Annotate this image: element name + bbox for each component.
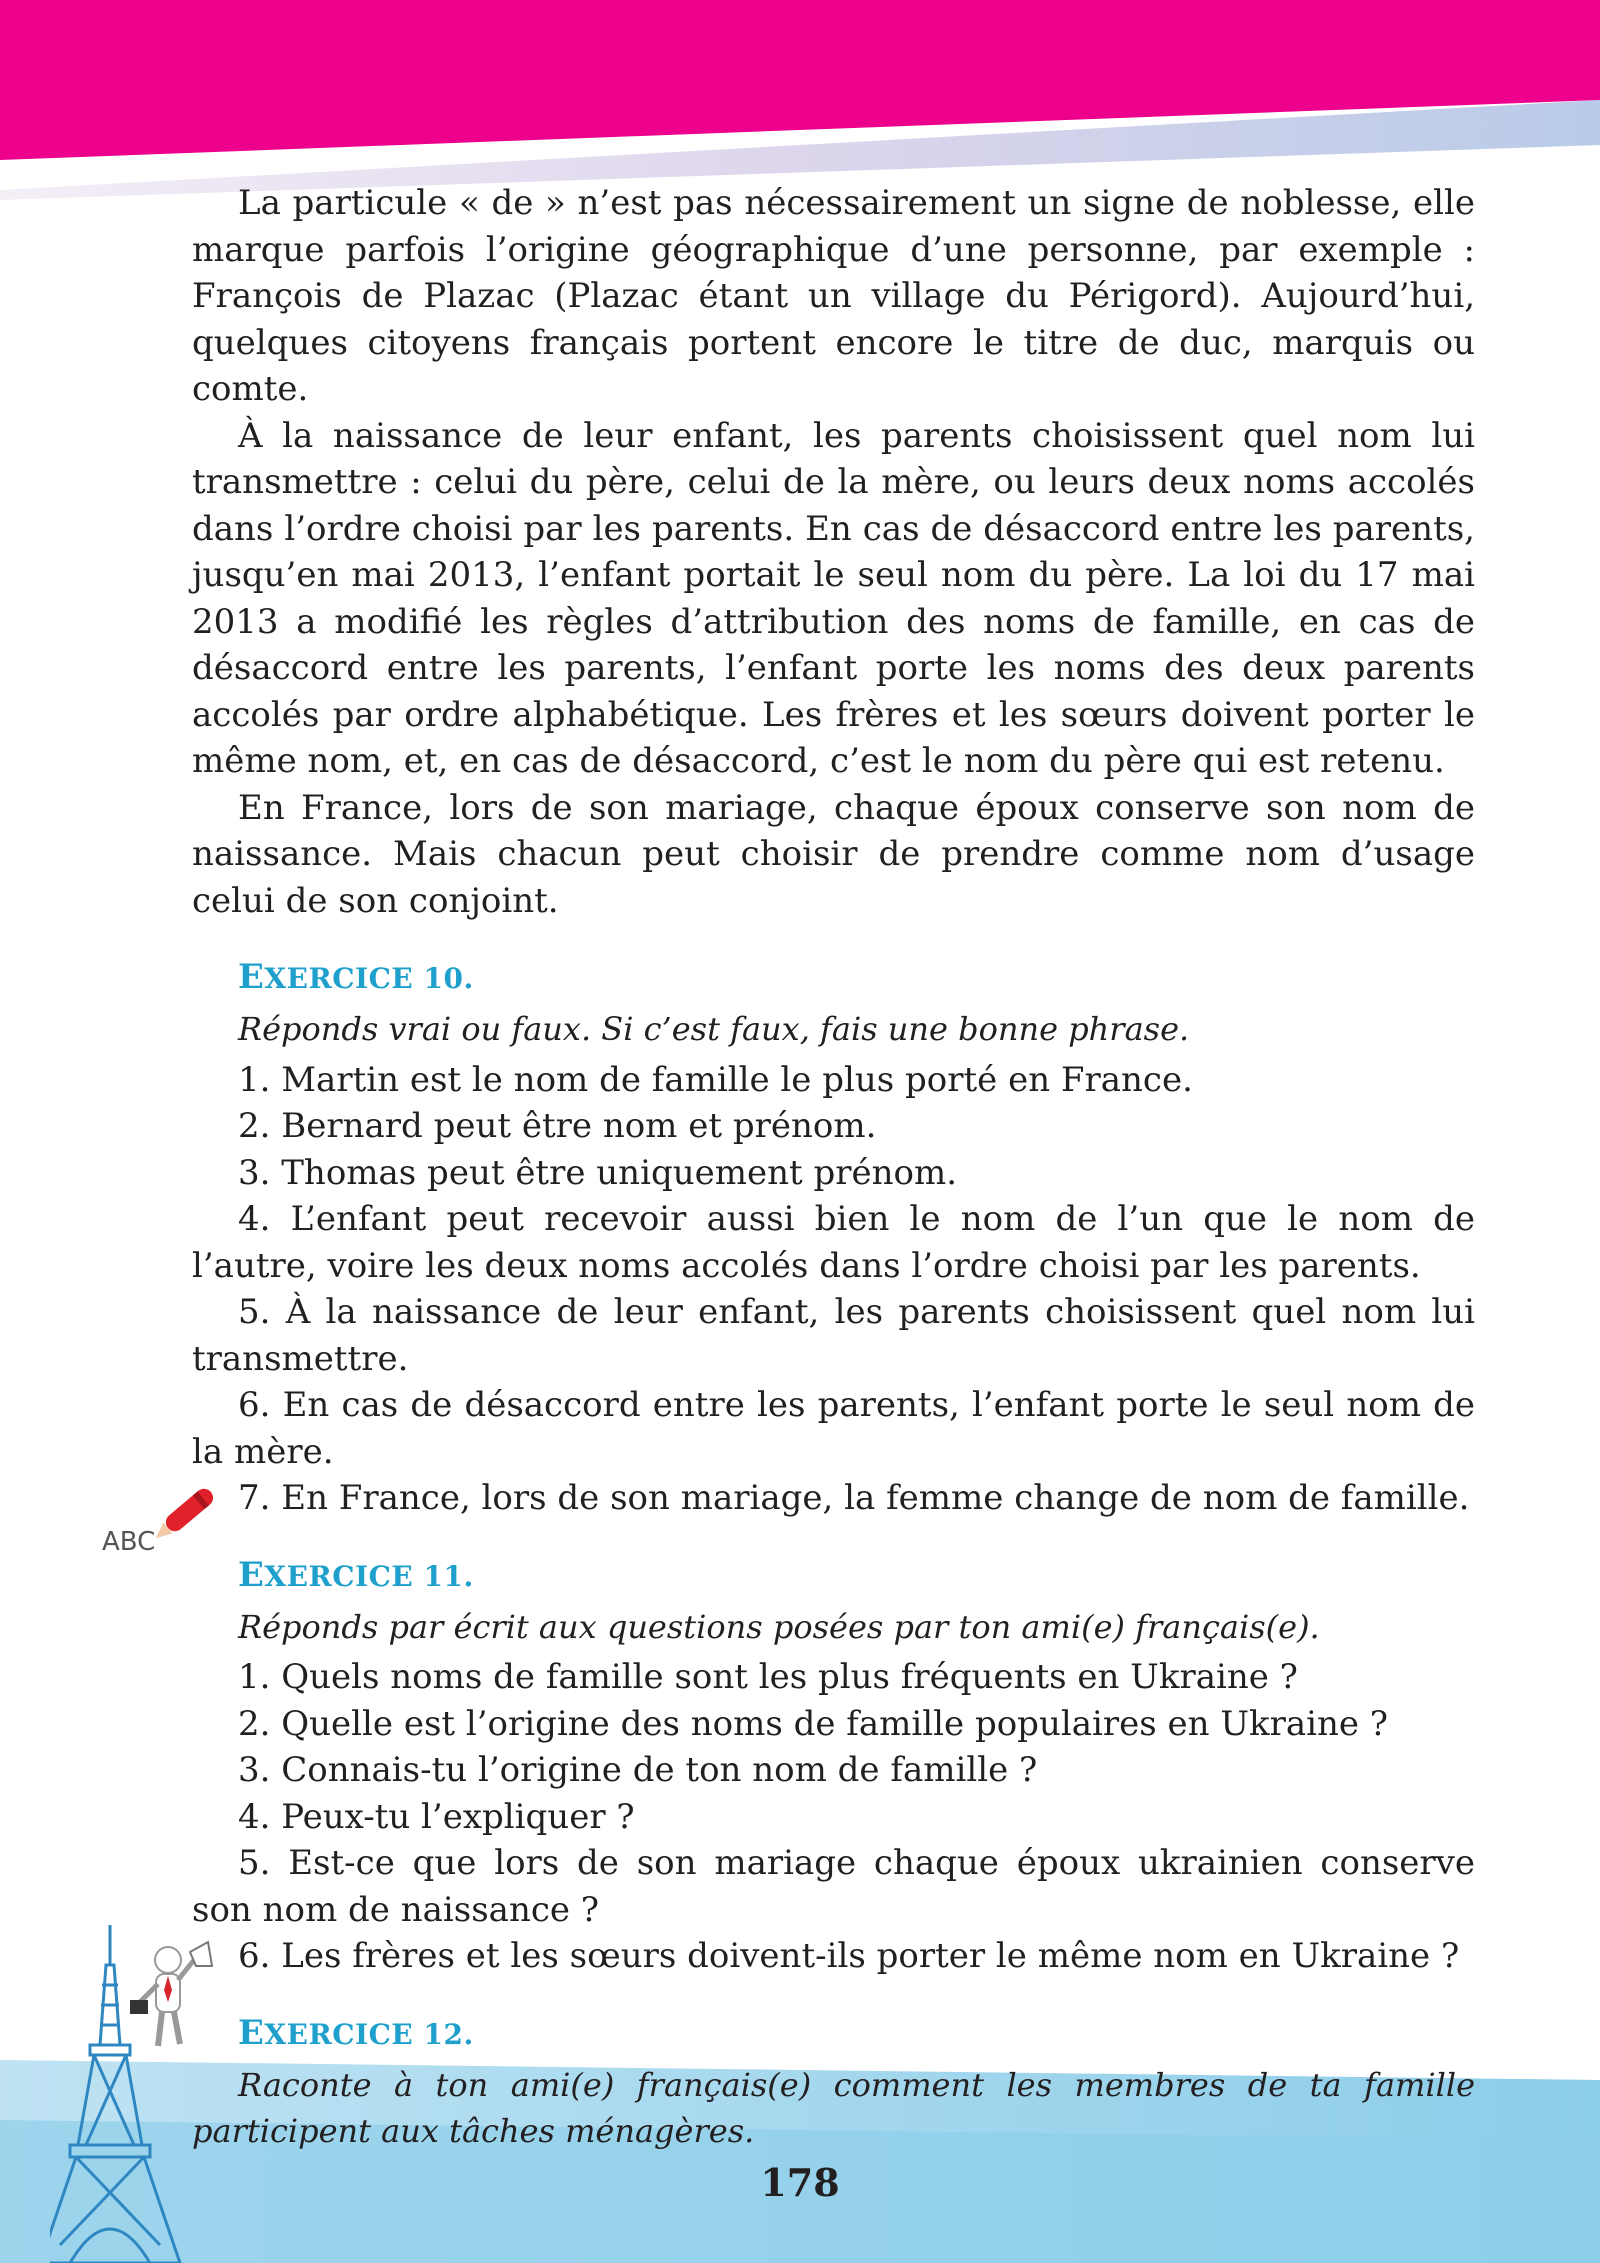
exercise-11-instruction: Réponds par écrit aux questions posées par ton ami(e) français(e). bbox=[238, 1607, 1320, 1646]
list-item: 5. Est-ce que lors de son mariage chaque époux ukrainien conserve son nom de naissance ? bbox=[192, 1843, 1475, 1930]
exercise-12-instruction: Raconte à ton ami(e) français(e) comment les membres de ta famille participent aux tâches ménagères. bbox=[192, 2065, 1475, 2150]
list-item: 5. À la naissance de leur enfant, les parents choisissent quel nom lui transmettre. bbox=[192, 1292, 1475, 1379]
intro-paragraph: En France, lors de son mariage, chaque époux conserve son nom de naissance. Mais chacun peut choisir de prendre comme nom d’usage celui de son conjoint. bbox=[192, 787, 1475, 921]
exercise-12-title: EXERCICE 12. bbox=[238, 2012, 474, 2053]
list-item: 2. Bernard peut être nom et prénom. bbox=[238, 1106, 877, 1146]
list-item: 1. Quels noms de famille sont les plus fréquents en Ukraine ? bbox=[238, 1657, 1298, 1697]
svg-text:ABC: ABC bbox=[102, 1527, 156, 1557]
exercise-10-title: EXERCICE 10. bbox=[238, 957, 474, 997]
intro-paragraph: La particule « de » n’est pas nécessairement un signe de noblesse, elle marque parfois l’origine géographique d’une personne, par exemple : François de Plazac (Plazac étant un village du Périgord). Aujourd’hui, quelques citoyens français portent encore le titre de duc, marquis ou comte. bbox=[192, 183, 1475, 409]
list-item: 2. Quelle est l’origine des noms de famille populaires en Ukraine ? bbox=[238, 1703, 1389, 1744]
list-item: 3. Connais-tu l’origine de ton nom de famille ? bbox=[238, 1750, 1038, 1790]
list-item: 1. Martin est le nom de famille le plus porté en France. bbox=[238, 1059, 1193, 1100]
speaker-figure-icon bbox=[128, 1940, 238, 2060]
exercise-10-instruction: Réponds vrai ou faux. Si c’est faux, fais une bonne phrase. bbox=[238, 1010, 1190, 1048]
list-item: 4. L’enfant peut recevoir aussi bien le nom de l’un que le nom de l’autre, voire les deux noms accolés dans l’ordre choisi par les parents. bbox=[192, 1199, 1475, 1286]
list-item: 6. Les frères et les sœurs doivent-ils porter le même nom en Ukraine ? bbox=[238, 1936, 1460, 1976]
list-item: 3. Thomas peut être uniquement prénom. bbox=[238, 1152, 958, 1193]
list-item: 6. En cas de désaccord entre les parents, l’enfant porte le seul nom de la mère. bbox=[192, 1385, 1475, 1472]
pen-writing-icon bbox=[100, 1488, 220, 1558]
intro-paragraph: À la naissance de leur enfant, les parents choisissent quel nom lui transmettre : celui du père, celui de la mère, ou leurs deux noms accolés dans l’ordre choisi par les parents. En cas de désaccord entre les parents, jusqu’en mai 2013, l’enfant portait le seul nom du père. La loi du 17 mai 2013 a modifié les règles d’attribution des noms de famille, en cas de désaccord entre les parents, l’enfant porte les noms des deux parents accolés par ordre alphabétique. Les frères et les sœurs doivent porter le même nom, et, en cas de désaccord, c’est le nom du père qui est retenu. bbox=[192, 415, 1475, 781]
page-content bbox=[192, 180, 1475, 2159]
top-decorative-band bbox=[0, 0, 1600, 200]
list-item: 7. En France, lors de son mariage, la femme change de nom de famille. bbox=[238, 1478, 1470, 1518]
exercise-11-title: EXERCICE 11. bbox=[238, 1554, 474, 1595]
page-number: 178 bbox=[760, 2160, 840, 2205]
list-item: 4. Peux-tu l’expliquer ? bbox=[238, 1796, 635, 1837]
